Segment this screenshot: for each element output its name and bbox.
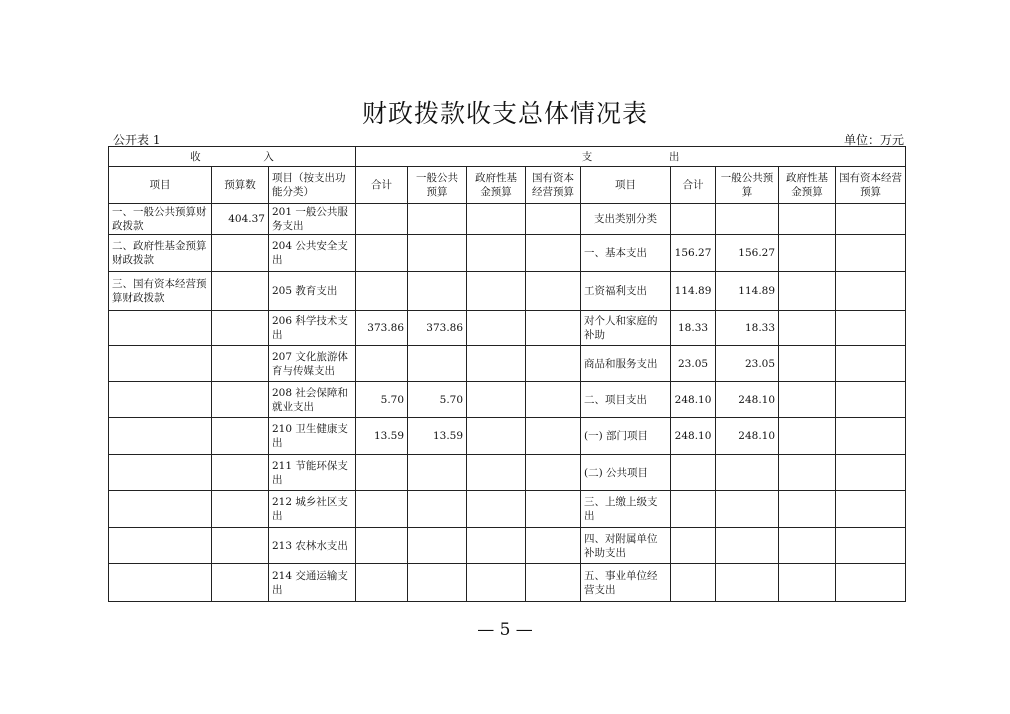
cell-state-capital2 xyxy=(836,272,906,311)
cell-state-capital2 xyxy=(836,311,906,346)
cell-func-item: 207 文化旅游体育与传媒支出 xyxy=(269,346,356,382)
cell-general2 xyxy=(716,455,779,491)
cell-income-budget xyxy=(212,311,269,346)
cell-general2: 23.05 xyxy=(716,346,779,382)
cell-general: 5.70 xyxy=(408,382,467,418)
cell-general xyxy=(408,204,467,235)
col-income-item: 项目 xyxy=(109,167,212,204)
cell-gov-fund xyxy=(467,528,526,564)
cell-general2: 114.89 xyxy=(716,272,779,311)
cell-state-capital xyxy=(526,491,581,528)
cell-gov-fund2 xyxy=(779,455,836,491)
table-row xyxy=(109,235,906,272)
cell-state-capital2 xyxy=(836,235,906,272)
cell-state-capital xyxy=(526,382,581,418)
cell-income-budget xyxy=(212,382,269,418)
cell-state-capital xyxy=(526,346,581,382)
cell-total xyxy=(356,564,408,602)
cell-income-item: 三、国有资本经营预算财政拨款 xyxy=(109,272,212,311)
cell-income-item xyxy=(109,382,212,418)
cell-income-item: 二、政府性基金预算财政拨款 xyxy=(109,235,212,272)
table-row xyxy=(109,382,906,418)
cell-gov-fund2 xyxy=(779,564,836,602)
cell-total: 5.70 xyxy=(356,382,408,418)
cell-gov-fund xyxy=(467,564,526,602)
cell-general2: 248.10 xyxy=(716,382,779,418)
cell-func-item: 211 节能环保支出 xyxy=(269,455,356,491)
cell-gov-fund xyxy=(467,491,526,528)
cell-state-capital xyxy=(526,528,581,564)
cell-general xyxy=(408,564,467,602)
cell-total xyxy=(356,528,408,564)
cell-econ-item: (一) 部门项目 xyxy=(581,418,671,455)
cell-gov-fund2 xyxy=(779,272,836,311)
expense-section-header xyxy=(356,147,906,167)
cell-state-capital2 xyxy=(836,455,906,491)
table-row xyxy=(109,564,906,602)
cell-econ-item: 五、事业单位经营支出 xyxy=(581,564,671,602)
cell-state-capital2 xyxy=(836,346,906,382)
col-econ-item: 项目 xyxy=(581,167,671,204)
cell-general: 13.59 xyxy=(408,418,467,455)
cell-income-item xyxy=(109,311,212,346)
col-func-item: 项目（按支出功能分类） xyxy=(269,167,356,204)
cell-gov-fund xyxy=(467,382,526,418)
table-row xyxy=(109,272,906,311)
cell-income-item xyxy=(109,455,212,491)
income-header-b: 入 xyxy=(263,150,274,163)
expense-header-a: 支 xyxy=(581,150,593,163)
cell-state-capital xyxy=(526,272,581,311)
cell-total2: 248.10 xyxy=(671,382,716,418)
cell-econ-item: 三、上缴上级支出 xyxy=(581,491,671,528)
cell-income-budget xyxy=(212,528,269,564)
cell-total2: 114.89 xyxy=(671,272,716,311)
cell-income-budget xyxy=(212,491,269,528)
col-gov-fund2: 政府性基金预算 xyxy=(779,167,836,204)
cell-general xyxy=(408,272,467,311)
cell-gov-fund xyxy=(467,346,526,382)
cell-econ-item: 四、对附属单位补助支出 xyxy=(581,528,671,564)
cell-income-budget xyxy=(212,564,269,602)
cell-income-budget xyxy=(212,272,269,311)
cell-state-capital2 xyxy=(836,418,906,455)
cell-gov-fund2 xyxy=(779,235,836,272)
table-row xyxy=(109,491,906,528)
cell-gov-fund2 xyxy=(779,491,836,528)
cell-state-capital xyxy=(526,311,581,346)
cell-econ-item: 对个人和家庭的补助 xyxy=(581,311,671,346)
cell-func-item: 210 卫生健康支出 xyxy=(269,418,356,455)
cell-income-item xyxy=(109,491,212,528)
cell-income-item xyxy=(109,528,212,564)
cell-gov-fund2 xyxy=(779,204,836,235)
unit-label: 单位：万元 xyxy=(843,133,904,147)
cell-gov-fund2 xyxy=(779,346,836,382)
column-header-row xyxy=(109,167,906,204)
cell-func-item: 205 教育支出 xyxy=(269,272,356,311)
expense-header-b: 出 xyxy=(668,150,680,163)
cell-total2 xyxy=(671,491,716,528)
cell-general xyxy=(408,491,467,528)
cell-total2: 156.27 xyxy=(671,235,716,272)
cell-total xyxy=(356,346,408,382)
cell-func-item: 214 交通运输支出 xyxy=(269,564,356,602)
cell-total2: 248.10 xyxy=(671,418,716,455)
cell-general: 373.86 xyxy=(408,311,467,346)
cell-general xyxy=(408,346,467,382)
table-row xyxy=(109,311,906,346)
cell-income-item xyxy=(109,418,212,455)
cell-general2: 156.27 xyxy=(716,235,779,272)
cell-func-item: 206 科学技术支出 xyxy=(269,311,356,346)
cell-econ-item: (二) 公共项目 xyxy=(581,455,671,491)
table-name: 公开表 1 xyxy=(113,133,161,147)
cell-income-item xyxy=(109,346,212,382)
cell-gov-fund xyxy=(467,235,526,272)
cell-general2: 18.33 xyxy=(716,311,779,346)
cell-total xyxy=(356,272,408,311)
cell-general2 xyxy=(716,564,779,602)
cell-func-item: 212 城乡社区支出 xyxy=(269,491,356,528)
cell-gov-fund xyxy=(467,455,526,491)
cell-func-item: 204 公共安全支出 xyxy=(269,235,356,272)
cell-income-item xyxy=(109,564,212,602)
cell-state-capital2 xyxy=(836,491,906,528)
cell-func-item: 208 社会保障和就业支出 xyxy=(269,382,356,418)
cell-func-item: 213 农林水支出 xyxy=(269,528,356,564)
col-state-capital2: 国有资本经营预算 xyxy=(836,167,906,204)
cell-income-budget xyxy=(212,455,269,491)
cell-econ-item: 商品和服务支出 xyxy=(581,346,671,382)
col-general2: 一般公共预算 xyxy=(716,167,779,204)
cell-total2 xyxy=(671,564,716,602)
table-row xyxy=(109,418,906,455)
cell-total2 xyxy=(671,455,716,491)
cell-state-capital2 xyxy=(836,564,906,602)
col-total2: 合计 xyxy=(671,167,716,204)
cell-total xyxy=(356,455,408,491)
col-gov-fund: 政府性基金预算 xyxy=(467,167,526,204)
table-row xyxy=(109,528,906,564)
col-state-capital: 国有资本经营预算 xyxy=(526,167,581,204)
table-row xyxy=(109,204,906,235)
col-general: 一般公共预算 xyxy=(408,167,467,204)
cell-state-capital2 xyxy=(836,528,906,564)
cell-total2: 18.33 xyxy=(671,311,716,346)
cell-gov-fund2 xyxy=(779,311,836,346)
income-header-a: 收 xyxy=(190,150,201,163)
cell-econ-item: 工资福利支出 xyxy=(581,272,671,311)
cell-general2 xyxy=(716,491,779,528)
cell-gov-fund2 xyxy=(779,382,836,418)
section-header-row xyxy=(109,147,906,167)
col-income-budget: 预算数 xyxy=(212,167,269,204)
table-body xyxy=(109,147,906,602)
cell-gov-fund xyxy=(467,272,526,311)
cell-income-budget: 404.37 xyxy=(212,204,269,235)
cell-gov-fund xyxy=(467,418,526,455)
cell-income-budget xyxy=(212,418,269,455)
cell-total: 13.59 xyxy=(356,418,408,455)
cell-gov-fund xyxy=(467,204,526,235)
page-number: — 5 — xyxy=(477,620,533,640)
col-total: 合计 xyxy=(356,167,408,204)
cell-total xyxy=(356,491,408,528)
cell-general2 xyxy=(716,528,779,564)
cell-func-item: 201 一般公共服务支出 xyxy=(269,204,356,235)
cell-general2 xyxy=(716,204,779,235)
cell-state-capital2 xyxy=(836,204,906,235)
cell-income-budget xyxy=(212,235,269,272)
cell-gov-fund2 xyxy=(779,528,836,564)
cell-general xyxy=(408,455,467,491)
income-section-header xyxy=(109,147,356,167)
cell-econ-item: 一、基本支出 xyxy=(581,235,671,272)
cell-total xyxy=(356,235,408,272)
cell-state-capital xyxy=(526,564,581,602)
budget-table xyxy=(108,146,906,602)
cell-gov-fund xyxy=(467,311,526,346)
cell-state-capital xyxy=(526,455,581,491)
document-title: 财政拨款收支总体情况表 xyxy=(361,99,648,128)
cell-state-capital xyxy=(526,418,581,455)
cell-general2: 248.10 xyxy=(716,418,779,455)
table-row xyxy=(109,346,906,382)
table-row xyxy=(109,455,906,491)
cell-state-capital xyxy=(526,204,581,235)
cell-state-capital2 xyxy=(836,382,906,418)
cell-general xyxy=(408,235,467,272)
cell-general xyxy=(408,528,467,564)
cell-total2 xyxy=(671,204,716,235)
cell-gov-fund2 xyxy=(779,418,836,455)
cell-total: 373.86 xyxy=(356,311,408,346)
cell-total xyxy=(356,204,408,235)
cell-econ-item: 二、项目支出 xyxy=(581,382,671,418)
cell-income-budget xyxy=(212,346,269,382)
cell-total2 xyxy=(671,528,716,564)
cell-total2: 23.05 xyxy=(671,346,716,382)
cell-econ-item: 支出类别分类 xyxy=(581,204,671,235)
cell-state-capital xyxy=(526,235,581,272)
cell-income-item: 一、一般公共预算财政拨款 xyxy=(109,204,212,235)
